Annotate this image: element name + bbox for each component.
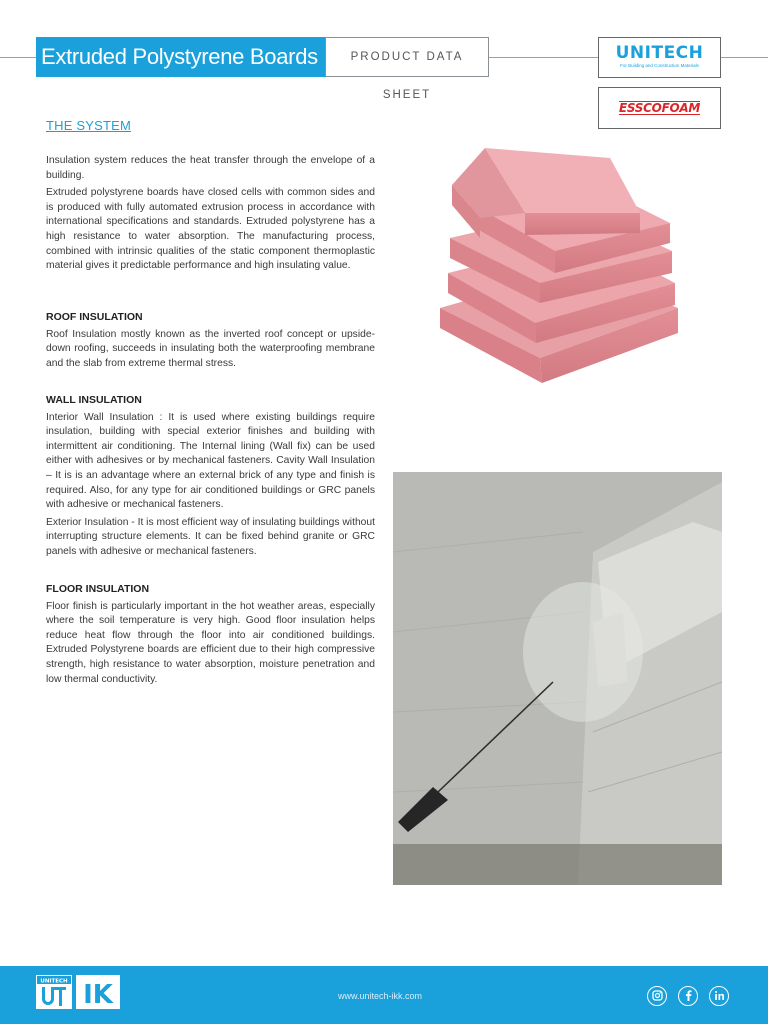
- footer-logo-unitech-text: UNITECH: [40, 978, 68, 985]
- unitech-ikk-footer-logo: [36, 975, 121, 1009]
- document-type-label: PRODUCT DATA SHEET: [325, 37, 489, 77]
- floor-insulation-block: [46, 582, 375, 687]
- intro-paragraph-1: Insulation system reduces the heat transfer through the envelope of a building.: [46, 155, 375, 181]
- escofoam-logo-name: ESSCOFOAM: [619, 101, 700, 115]
- floor-insulation-heading: FLOOR INSULATION: [46, 583, 150, 595]
- facebook-icon[interactable]: [678, 986, 698, 1006]
- unitech-logo: [598, 37, 721, 78]
- spray-insulation-image: [393, 472, 722, 885]
- intro-block: [46, 154, 375, 274]
- wall-insulation-text-2: Exterior Insulation - It is most efficient way of insulating buildings without interrupting structure elements. It can be fixed behind granite or GRC panels with adhesive or mechanical fasteners.: [46, 516, 375, 557]
- board-stack: [440, 148, 678, 383]
- unitech-logo-name: UNITECH: [615, 43, 704, 63]
- roof-insulation-text: Roof Insulation mostly known as the inverted roof concept or upside-down roofing, succeeds in insulating both the waterproofing membrane and the slab from extreme thermal stress.: [46, 328, 375, 369]
- roof-insulation-heading: ROOF INSULATION: [46, 311, 143, 323]
- floor-insulation-text: Floor finish is particularly important in the hot weather areas, especially where the soil temperature is very high. Good floor insulation helps reduce heat flow through the floor into air conditioned buildings. Extruded Polystyrene boards are efficient due to their high compressive strength, high resistance to water absorption, moisture penetration and low thermal conductivity.: [46, 600, 375, 685]
- escofoam-logo: [598, 87, 721, 129]
- instagram-icon[interactable]: [647, 986, 667, 1006]
- wall-insulation-heading: WALL INSULATION: [46, 394, 142, 406]
- footer-website-link[interactable]: www.unitech-ikk.com: [338, 991, 423, 1001]
- pink-boards-image: [430, 143, 688, 418]
- section-title: THE SYSTEM: [46, 118, 132, 133]
- page-title: Extruded Polystyrene Boards: [36, 37, 325, 77]
- linkedin-icon[interactable]: [709, 986, 729, 1006]
- wall-insulation-text-1: Interior Wall Insulation : It is used where existing buildings require insulation, building with special exterior finishes and building with intermittent air conditioning. The Internal lining (Wall fix) can be used either with adhesives or by mechanical fasteners. Cavity Wall Insulation – It is is an advantage where an external brick of any type and finish is required. Also, for any type for air conditioned buildings or GRC panels with adhesive or mechanical fasteners.: [46, 411, 375, 511]
- intro-paragraph-2: Extruded polystyrene boards have closed cells with common sides and is produced with fully automated extrusion process in accordance with international specifications and standards. Extruded polystyrene has a high resistance to water absorption. The manufacturing process, combined with intrinsic qualities of the static component thermoplastic material gives it predictable performance and high insulating value.: [46, 187, 375, 272]
- unitech-logo-tagline: For Building and Construction Materials: [620, 63, 699, 68]
- footer-logo-ik-text: IK: [83, 980, 113, 1009]
- roof-insulation-block: [46, 310, 375, 371]
- wall-insulation-block: [46, 393, 375, 560]
